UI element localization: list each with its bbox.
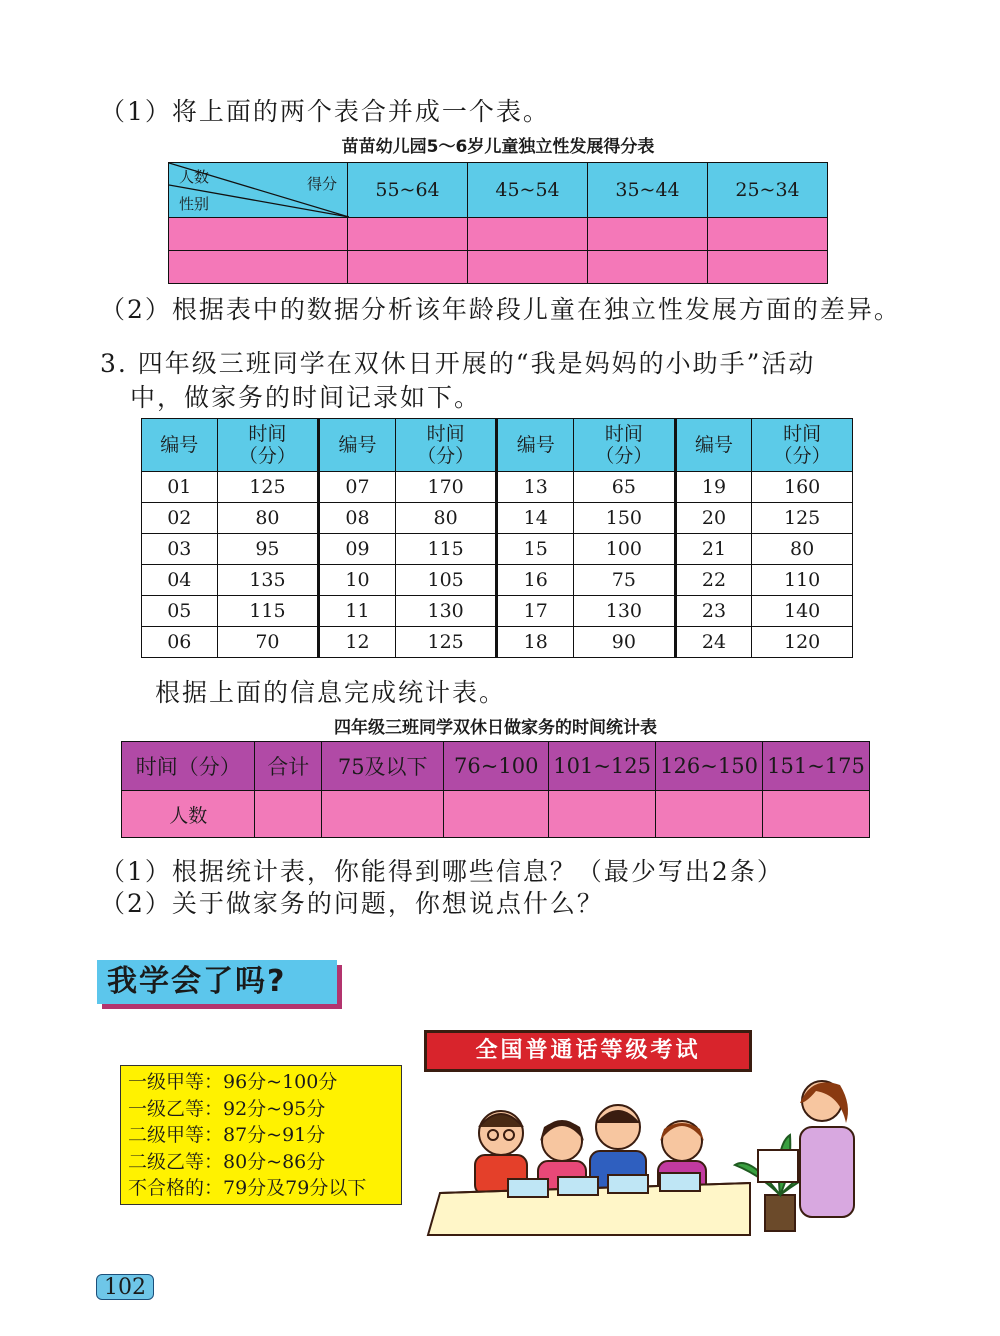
table1-caption: 苗苗幼儿园5～6岁儿童独立性发展得分表 [341, 137, 655, 157]
instruction-text: 根据上面的信息完成统计表。 [155, 678, 507, 707]
time-cell: 120 [752, 627, 853, 658]
id-cell: 13 [497, 472, 574, 503]
table-row [169, 251, 828, 284]
grade-level-item: 二级甲等：87分~91分 [128, 1124, 326, 1146]
time-header: 时间 （分） [217, 419, 319, 472]
time-cell: 150 [574, 503, 676, 534]
id-cell: 16 [497, 565, 574, 596]
id-cell: 12 [319, 627, 396, 658]
time-cell: 130 [574, 596, 676, 627]
time-cell: 135 [217, 565, 319, 596]
id-cell: 24 [675, 627, 752, 658]
grade-level-item: 一级乙等：92分~95分 [128, 1097, 326, 1120]
id-header: 编号 [319, 419, 396, 472]
time-cell: 125 [752, 503, 853, 534]
id-cell: 05 [142, 596, 218, 627]
id-cell: 07 [319, 472, 396, 503]
question-3-line-1: 3. 四年级三班同学在双休日开展的“我是妈妈的小助手”活动 [100, 349, 816, 378]
time-cell: 140 [752, 596, 853, 627]
id-cell: 22 [675, 565, 752, 596]
table-row [142, 472, 853, 503]
time-cell: 125 [217, 472, 319, 503]
time-header: 时间 （分） [395, 419, 497, 472]
blank-cell[interactable] [444, 791, 549, 838]
corner-label-gender: 性别 [179, 195, 210, 213]
blank-cell[interactable] [348, 218, 468, 251]
sub-question-1: （1）根据统计表，你能得到哪些信息？（最少写出2条） [100, 857, 784, 886]
blank-cell[interactable] [468, 251, 588, 284]
grade-level-item: 二级乙等：80分~86分 [128, 1150, 326, 1173]
id-header: 编号 [675, 419, 752, 472]
stats-header-total: 合计 [255, 742, 322, 791]
stats-header-range: 75及以下 [322, 742, 444, 791]
blank-cell[interactable] [322, 791, 444, 838]
chore-time-stats-table [121, 741, 870, 838]
score-range-header: 45~54 [468, 163, 588, 218]
id-cell: 21 [675, 534, 752, 565]
id-cell: 17 [497, 596, 574, 627]
blank-cell[interactable] [588, 251, 708, 284]
id-cell: 01 [142, 472, 218, 503]
question-3-line-2: 中，做家务的时间记录如下。 [130, 383, 482, 412]
id-cell: 20 [675, 503, 752, 534]
id-header: 编号 [497, 419, 574, 472]
time-cell: 95 [217, 534, 319, 565]
table-row [142, 534, 853, 565]
time-cell: 105 [395, 565, 497, 596]
grade-levels-box [120, 1065, 402, 1205]
id-cell: 03 [142, 534, 218, 565]
id-cell: 11 [319, 596, 396, 627]
blank-cell[interactable] [656, 791, 763, 838]
time-cell: 115 [395, 534, 497, 565]
blank-cell[interactable] [169, 251, 348, 284]
table-row [142, 503, 853, 534]
blank-cell[interactable] [255, 791, 322, 838]
time-cell: 125 [395, 627, 497, 658]
score-range-header: 55~64 [348, 163, 468, 218]
blank-cell[interactable] [708, 218, 828, 251]
score-range-header: 25~34 [708, 163, 828, 218]
blank-cell[interactable] [468, 218, 588, 251]
table-row [169, 218, 828, 251]
stats-header-time: 时间（分） [122, 742, 255, 791]
table-row [142, 565, 853, 596]
corner-label-count: 人数 [179, 168, 210, 186]
id-cell: 06 [142, 627, 218, 658]
stats-header-range: 76~100 [444, 742, 549, 791]
table-row [142, 596, 853, 627]
exam-sign: 全国普通话等级考试 [424, 1030, 752, 1072]
section-banner: 我学会了吗? [97, 960, 337, 1004]
grade-level-item: 一级甲等：96分~100分 [128, 1071, 338, 1093]
id-cell: 08 [319, 503, 396, 534]
sub-question-2: （2）关于做家务的问题，你想说点什么？ [100, 889, 604, 918]
chore-time-records-table [141, 418, 853, 658]
blank-cell[interactable] [169, 218, 348, 251]
id-cell: 14 [497, 503, 574, 534]
blank-cell[interactable] [588, 218, 708, 251]
time-header: 时间 （分） [574, 419, 676, 472]
time-cell: 170 [395, 472, 497, 503]
time-cell: 80 [395, 503, 497, 534]
exam-illustration [420, 1075, 865, 1240]
stats-header-range: 101~125 [549, 742, 656, 791]
time-cell: 90 [574, 627, 676, 658]
time-cell: 160 [752, 472, 853, 503]
time-cell: 110 [752, 565, 853, 596]
time-cell: 100 [574, 534, 676, 565]
time-cell: 80 [217, 503, 319, 534]
stats-header-range: 151~175 [763, 742, 870, 791]
blank-cell[interactable] [348, 251, 468, 284]
grade-level-item: 不合格的：79分及79分以下 [128, 1177, 367, 1199]
time-header: 时间 （分） [752, 419, 853, 472]
score-range-header: 35~44 [588, 163, 708, 218]
table-row [122, 791, 870, 838]
corner-label-score: 得分 [306, 175, 337, 193]
question-1-part-1: （1）将上面的两个表合并成一个表。 [100, 97, 550, 126]
id-cell: 15 [497, 534, 574, 565]
time-cell: 130 [395, 596, 497, 627]
table-row [142, 627, 853, 658]
time-cell: 80 [752, 534, 853, 565]
score-table [168, 162, 828, 284]
page-number: 102 [96, 1274, 154, 1300]
stats-header-range: 126~150 [656, 742, 763, 791]
id-cell: 19 [675, 472, 752, 503]
stats-row-label: 人数 [122, 791, 255, 838]
question-1-part-2: （2）根据表中的数据分析该年龄段儿童在独立性发展方面的差异。 [100, 295, 901, 324]
table3-caption: 四年级三班同学双休日做家务的时间统计表 [334, 718, 657, 738]
blank-cell[interactable] [763, 791, 870, 838]
time-cell: 75 [574, 565, 676, 596]
time-cell: 70 [217, 627, 319, 658]
time-cell: 115 [217, 596, 319, 627]
blank-cell[interactable] [708, 251, 828, 284]
time-cell: 65 [574, 472, 676, 503]
id-cell: 18 [497, 627, 574, 658]
diagonal-header-cell [169, 163, 348, 218]
id-cell: 10 [319, 565, 396, 596]
id-cell: 04 [142, 565, 218, 596]
id-header: 编号 [142, 419, 218, 472]
blank-cell[interactable] [549, 791, 656, 838]
id-cell: 09 [319, 534, 396, 565]
id-cell: 23 [675, 596, 752, 627]
id-cell: 02 [142, 503, 218, 534]
